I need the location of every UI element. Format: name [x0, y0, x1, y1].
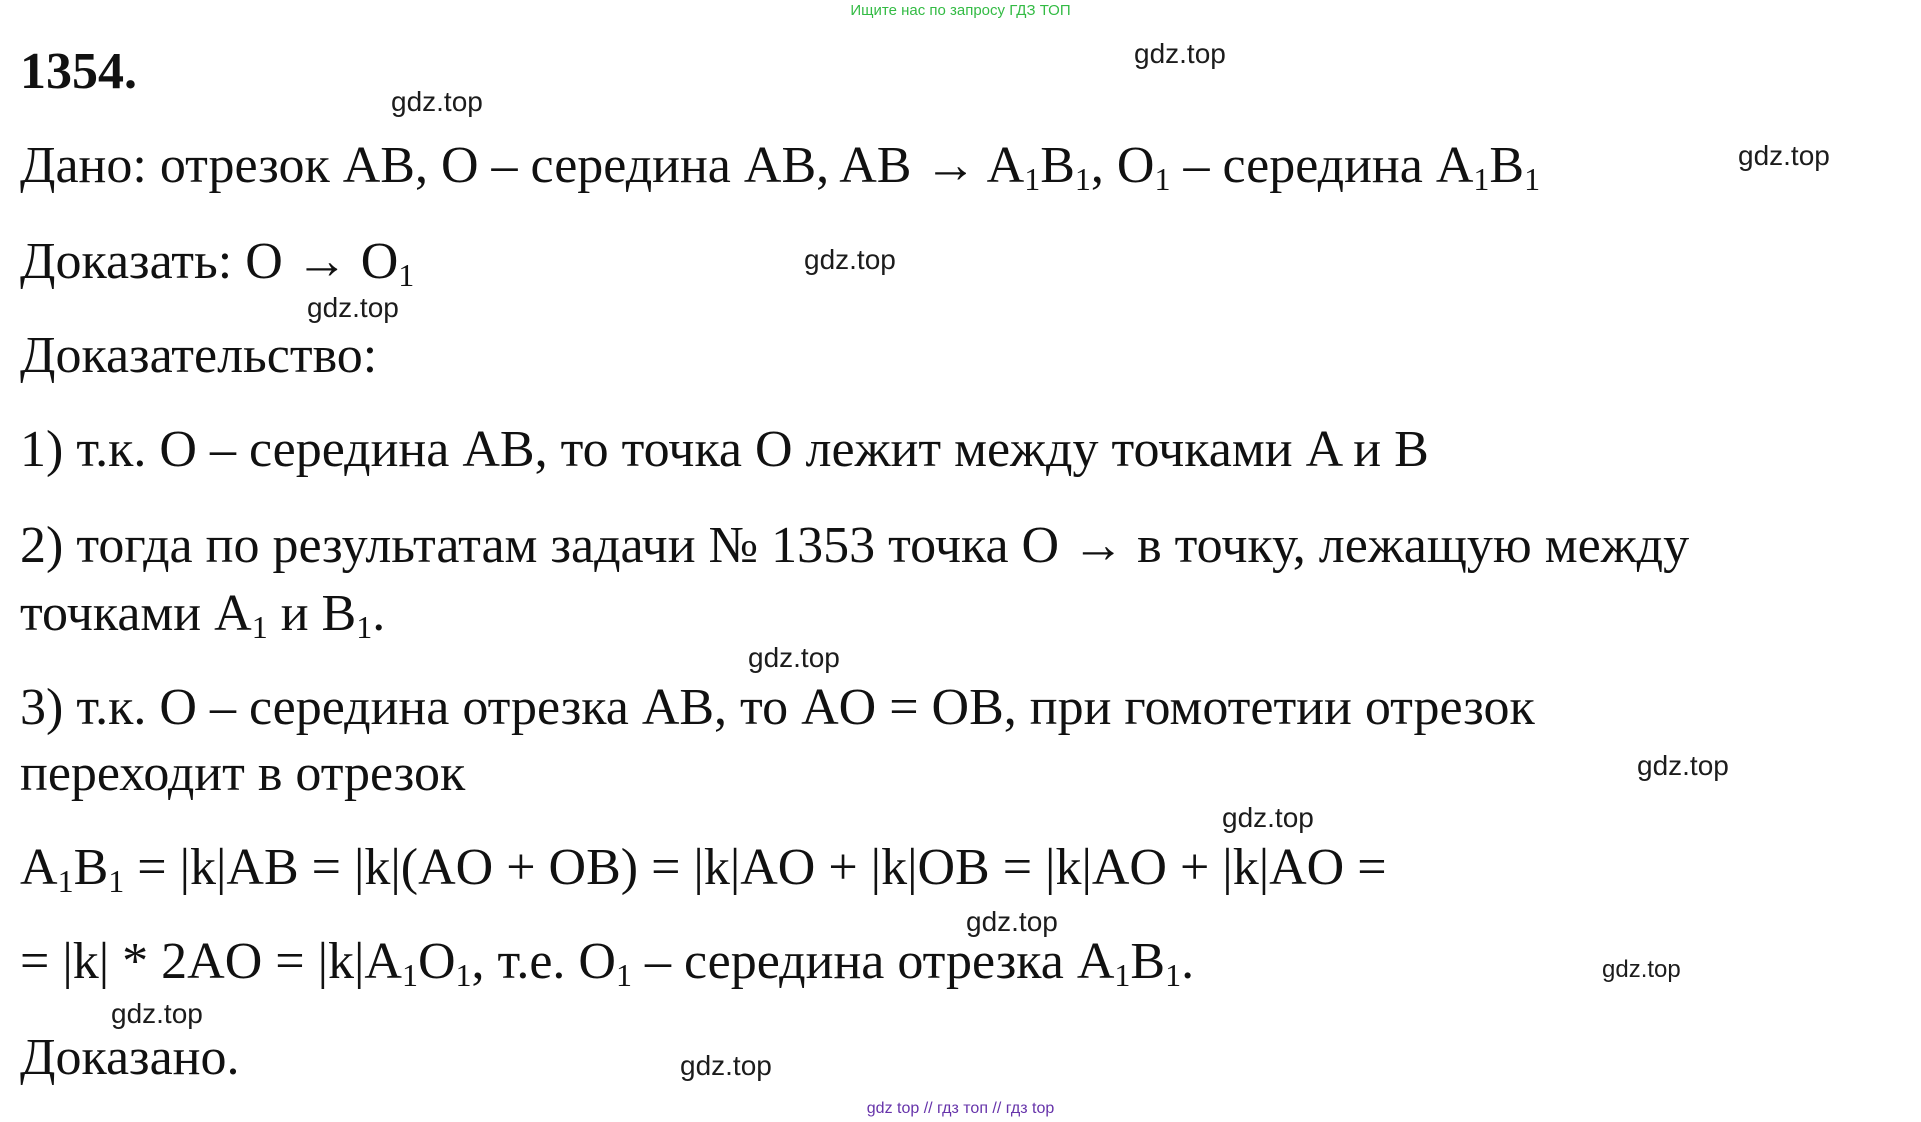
proof-step-1: 1) т.к. O – середина AB, то точка O лежит между точками A и B [20, 421, 1429, 478]
conclusion: Доказано. [20, 1029, 240, 1086]
given-line: Дано: отрезок AB, O – середина AB, AB → $A_1B_1$, $O_1$ – середина $A_1B_1$ [20, 137, 1541, 197]
watermark: gdz.top [1134, 38, 1226, 69]
proof-step-2-line-2: точками $A_1$ и $B_1$. [20, 585, 386, 645]
equation-line-2: = $|k| * 2AO = |k|A_1O_1$, т.е. $O_1$ – середина отрезка $A_1B_1$. [20, 933, 1195, 993]
watermark: gdz.top [966, 906, 1058, 937]
equation-line-1: $A_1B_1 = |k|AB = |k|(AO + OB) = |k|AO + |k|OB = |k|AO + |k|AO$ = [20, 839, 1387, 899]
proof-step-3-line-2: переходит в отрезок [20, 745, 466, 802]
proof-step-3-line-1: 3) т.к. O – середина отрезка AB, то AO = OB, при гомотетии отрезок [20, 679, 1535, 736]
proof-step-2-line-1: 2) тогда по результатам задачи № 1353 точка O → в точку, лежащую между [20, 517, 1690, 574]
watermark: gdz.top [111, 998, 203, 1029]
watermark: gdz.top [307, 292, 399, 323]
prove-line: Доказать: $O \to O_1$ [20, 233, 415, 293]
problem-number: 1354. [20, 43, 137, 100]
watermark: gdz.top [1637, 750, 1729, 781]
watermark: gdz.top [391, 86, 483, 117]
watermark: gdz.top [804, 244, 896, 275]
top-search-banner: Ищите нас по запросу ГДЗ ТОП [850, 2, 1071, 19]
watermark: gdz.top [1738, 140, 1830, 171]
proof-label: Доказательство: [20, 327, 378, 384]
watermark: gdz.top [680, 1050, 772, 1081]
watermark: gdz.top [1222, 802, 1314, 833]
bottom-banner: gdz top // гдз топ // гдз top [866, 1100, 1055, 1117]
watermark: gdz.top [748, 642, 840, 673]
watermark: gdz.top [1602, 956, 1681, 983]
